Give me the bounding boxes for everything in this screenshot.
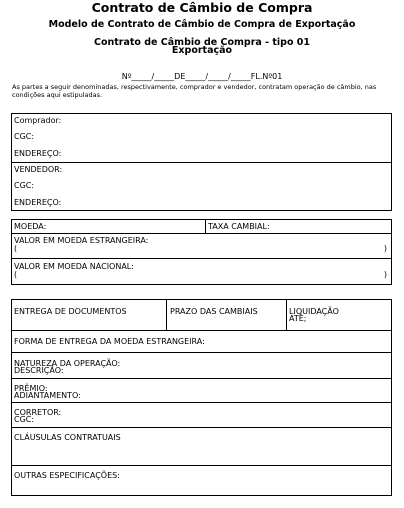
paren-close: ) <box>383 244 387 253</box>
row-divider <box>12 402 391 403</box>
row-divider <box>12 427 391 428</box>
premio-field[interactable]: PRÊMIO: <box>14 384 48 393</box>
page-title: Contrato de Câmbio de Compra <box>91 0 313 15</box>
cell-divider <box>205 220 206 233</box>
cell-divider <box>166 300 167 330</box>
row-divider <box>12 352 391 353</box>
section-divider <box>12 162 391 163</box>
valor-moeda-estrangeira-field[interactable]: VALOR EM MOEDA ESTRANGEIRA: <box>14 236 149 245</box>
parties-section <box>11 113 392 211</box>
comprador-cgc-field[interactable]: CGC: <box>14 132 35 141</box>
clausulas-contratuais-field[interactable]: CLÁUSULAS CONTRATUAIS <box>14 433 121 442</box>
paren-open: ( <box>14 270 18 279</box>
cell-divider <box>286 300 287 330</box>
intro-text: As partes a seguir denominadas, respectivamente, comprador e vendedor, contratam operação de câmbio, nas condições aqui estipuladas. <box>12 83 377 99</box>
contract-type: Contrato de Câmbio de Compra - tipo 01 <box>93 37 311 48</box>
liquidacao-field[interactable]: LIQUIDAÇÃO <box>289 307 339 316</box>
adiantamento-field[interactable]: ADIANTAMENTO: <box>14 391 81 400</box>
row-divider <box>12 330 391 331</box>
corretor-field[interactable]: CORRETOR: <box>14 408 62 417</box>
taxa-cambial-field[interactable]: TAXA CAMBIAL: <box>208 222 270 231</box>
entrega-documentos-field[interactable]: ENTREGA DE DOCUMENTOS <box>14 307 127 316</box>
natureza-operacao-field[interactable]: NATUREZA DA OPERAÇÃO: <box>14 359 121 368</box>
conditions-section <box>11 299 392 496</box>
contract-number-line: Nº_____/_____DE_____/_____/_____FL.Nº01 <box>121 72 283 81</box>
values-section <box>11 219 392 285</box>
page-subtitle: Modelo de Contrato de Câmbio de Compra de Exportação <box>48 19 356 30</box>
row-divider <box>12 465 391 466</box>
moeda-field[interactable]: MOEDA: <box>14 222 47 231</box>
vendedor-endereco-field[interactable]: ENDEREÇO: <box>14 198 62 207</box>
vendedor-field[interactable]: VENDEDOR: <box>14 165 63 174</box>
comprador-endereco-field[interactable]: ENDEREÇO: <box>14 149 62 158</box>
paren-close: ) <box>383 270 387 279</box>
prazo-cambiais-field[interactable]: PRAZO DAS CAMBIAIS <box>170 307 258 316</box>
descricao-field[interactable]: DESCRIÇÃO: <box>14 366 64 375</box>
ate-field[interactable]: ATÉ; <box>289 314 307 323</box>
valor-moeda-nacional-field[interactable]: VALOR EM MOEDA NACIONAL: <box>14 262 134 271</box>
comprador-field[interactable]: Comprador: <box>14 116 62 125</box>
forma-entrega-field[interactable]: FORMA DE ENTREGA DA MOEDA ESTRANGEIRA: <box>14 337 205 346</box>
row-divider <box>12 233 391 234</box>
row-divider <box>12 258 391 259</box>
contract-type-detail: Exportação <box>171 45 233 56</box>
row-divider <box>12 378 391 379</box>
paren-open: ( <box>14 244 18 253</box>
outras-especificacoes-field[interactable]: OUTRAS ESPECIFICAÇÕES: <box>14 471 120 480</box>
corretor-cgc-field[interactable]: CGC: <box>14 415 35 424</box>
vendedor-cgc-field[interactable]: CGC: <box>14 181 35 190</box>
